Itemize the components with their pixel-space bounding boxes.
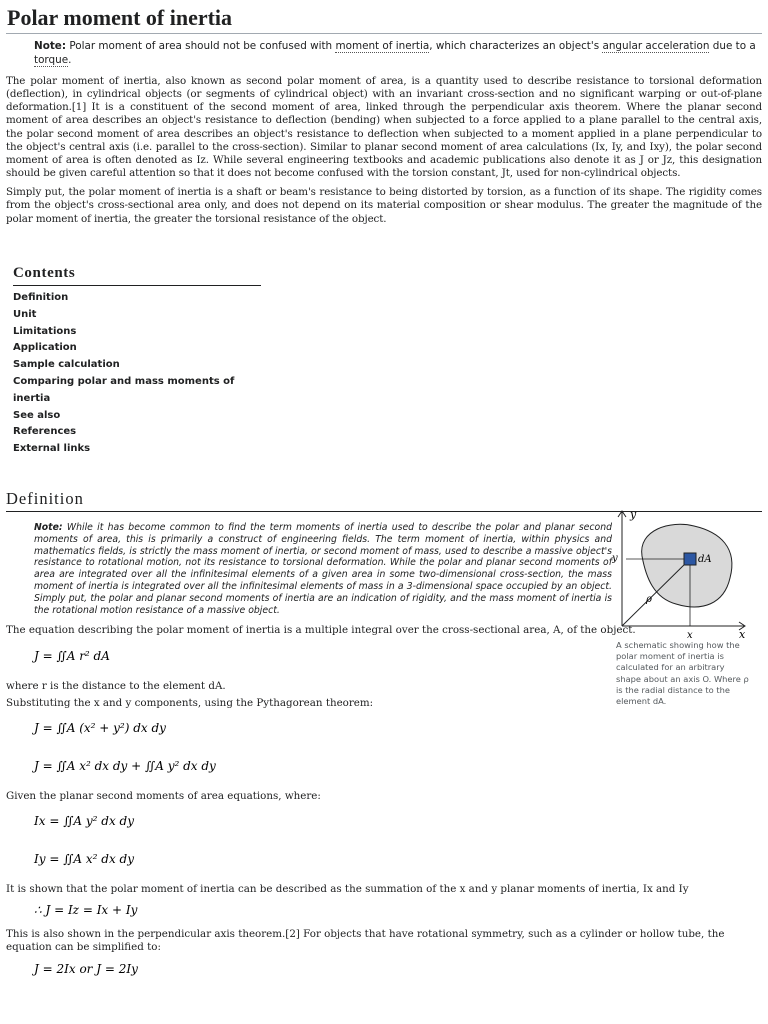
equation-2-text: J = ∬A (x² + y²) dx dy [34,720,166,735]
equation-2 [34,714,762,744]
toc-item-external-links[interactable]: External links [13,443,91,455]
da-label: dA [698,554,712,566]
equation-6-text: ∴ J = Iz = Ix + Iy [34,903,138,918]
definition-section [6,508,762,979]
equation-3 [34,752,762,782]
toc-title: Contents [13,264,261,286]
toc-item-references[interactable]: References [13,426,77,438]
equation-1-svg [34,642,234,674]
angular-acceleration-link[interactable]: angular acceleration [602,40,710,53]
toc-item-application[interactable]: Application [13,342,77,354]
hatnote-text: Polar moment of area should not be confused with [69,40,333,53]
arbitrary-shape [642,524,732,607]
equation-4-text: Ix = ∬A y² dx dy [34,814,135,829]
toc-item-comparing[interactable]: Comparing polar and mass moments of inertia [13,375,235,404]
toc-item-limitations[interactable]: Limitations [13,325,77,337]
simply-put-paragraph: Simply put, the polar moment of inertia is a shaft or beam's resistance to being distorted by torsion, as a function of its shape. The rigidity comes from the object's cross-sectional area only, and does not depend on its material composition or shear modulus. The greater the magnitude of the polar moment of inertia, the greater the torsional resistance of the object. [6,186,762,225]
hatnote-text-before-torque: due to a [712,40,756,53]
equation-3-svg [34,752,334,784]
equation-6 [34,900,762,920]
toc-item-sample-calculation[interactable]: Sample calculation [13,359,120,371]
equation-3-text: J = ∬A x² dx dy + ∬A y² dx dy [34,758,216,773]
shown-text: It is shown that the polar moment of inertia can be described as the summation of the x and y planar moments of inertia, Ix and Iy [6,883,689,896]
equation-6-svg [34,900,254,920]
intro-paragraph: The polar moment of inertia, also known as second polar moment of area, is a quantity used to describe resistance to torsional deformation (deflection), in cylindrical objects (or segments of cylindrical object) with an invariant cross-section and no significant warping or out-of-plane deformation.[1] It is a constituent of the second moment of area, linked through the perpendicular axis theorem. Where the planar second moment of area describes an object's resistance to deflection (bending) when subjected to a force applied to a plane parallel to the central axis, the polar second moment of area describes an object's resistance to deflection when subjected to a moment applied in a plane perpendicular to the object's central axis (i.e. parallel to the cross-section). Similar to planar second moment of area calculations (Ix, Iy, and Ixy), the polar second moment of area is often denoted as Iz. While several engineering textbooks and academic publications also denote it as J or Jz, this designation should be given careful attention so that it does not become confused with the torsion constant, Jt, used for non-cylindrical objects. [6,74,762,180]
equation-4 [34,807,762,837]
area-element [684,553,696,565]
equation-1-text: J = ∬A r² dA [34,648,110,663]
equation-5-svg [34,845,254,877]
axis-x-label: x [739,628,746,641]
hatnote [34,40,762,67]
moment-of-inertia-link[interactable]: moment of inertia [335,40,430,53]
page-title: Polar moment of inertia [6,0,762,34]
definition-heading: Definition [6,488,762,512]
equation-5-text: Iy = ∬A x² dx dy [34,852,135,867]
figure-caption: A schematic showing how the polar moment of inertia is calculated for an arbitrary shape about an axis O. Where ρ is the radial distance to the element dA. [616,640,749,707]
y-coordinate-label: y [612,553,618,565]
note-label: Note: [34,522,63,534]
equation-7-svg [34,959,254,979]
toc-item-unit[interactable]: Unit [13,308,37,320]
note-text: While it has become common to find the term moments of inertia used to describe the polar and planar second moments of area, this is primarily a construct of engineering fields. The term moment of inertia, within physics and mathematics fields, is strictly the mass moment of inertia, or second moment of mass, used to describe a massive object's resistance to rotational motion, not its resistance to torsional deformation. While the polar and planar second moments of area are integrated over all the infinitesimal elements of a given area in some two-dimensional cross-section, the mass moment of inertia is integrated over all the infinitesimal elements of mass in a 3-dimensional space occupied by an object. Simply put, the polar and planar second moments of inertia are an indication of rigidity, and the mass moment of inertia is the rotational motion resistance of a massive object. [34,522,612,616]
given-text: Given the planar second moments of area equations, where: [6,789,321,802]
hatnote-text-middle: , which characterizes an object's [429,40,600,53]
equation-intro: The equation describing the polar moment of inertia is a multiple integral over the cross-sectional area, A, of the object. [6,624,636,637]
toc-item-see-also[interactable]: See also [13,409,61,421]
equation-5 [34,845,762,875]
equation-7-text: J = 2Ix or J = 2Iy [34,961,138,976]
definition-note [34,522,612,616]
toc-item-definition[interactable]: Definition [13,292,69,303]
x-coordinate-label: x [687,630,693,641]
substitution-text: Substituting the x and y components, using the Pythagorean theorem: [6,696,374,709]
schematic-figure [612,508,750,707]
equation-7 [34,959,762,979]
equation-2-svg [34,714,294,746]
also-shown-text: This is also shown in the perpendicular axis theorem.[2] For objects that have rotational symmetry, such as a cylinder or hollow tube, the equation can be simplified to: [6,928,725,954]
hatnote-end: . [68,53,72,66]
equation-4-svg [34,807,254,839]
where-r-text: where r is the distance to the element dA. [6,679,226,692]
rho-label: ρ [646,594,652,606]
polar-moment-schematic [612,508,750,640]
hatnote-label: Note: [34,40,67,53]
torque-link[interactable]: torque [34,53,69,66]
axis-y-label: y [630,508,637,522]
table-of-contents [13,264,261,458]
